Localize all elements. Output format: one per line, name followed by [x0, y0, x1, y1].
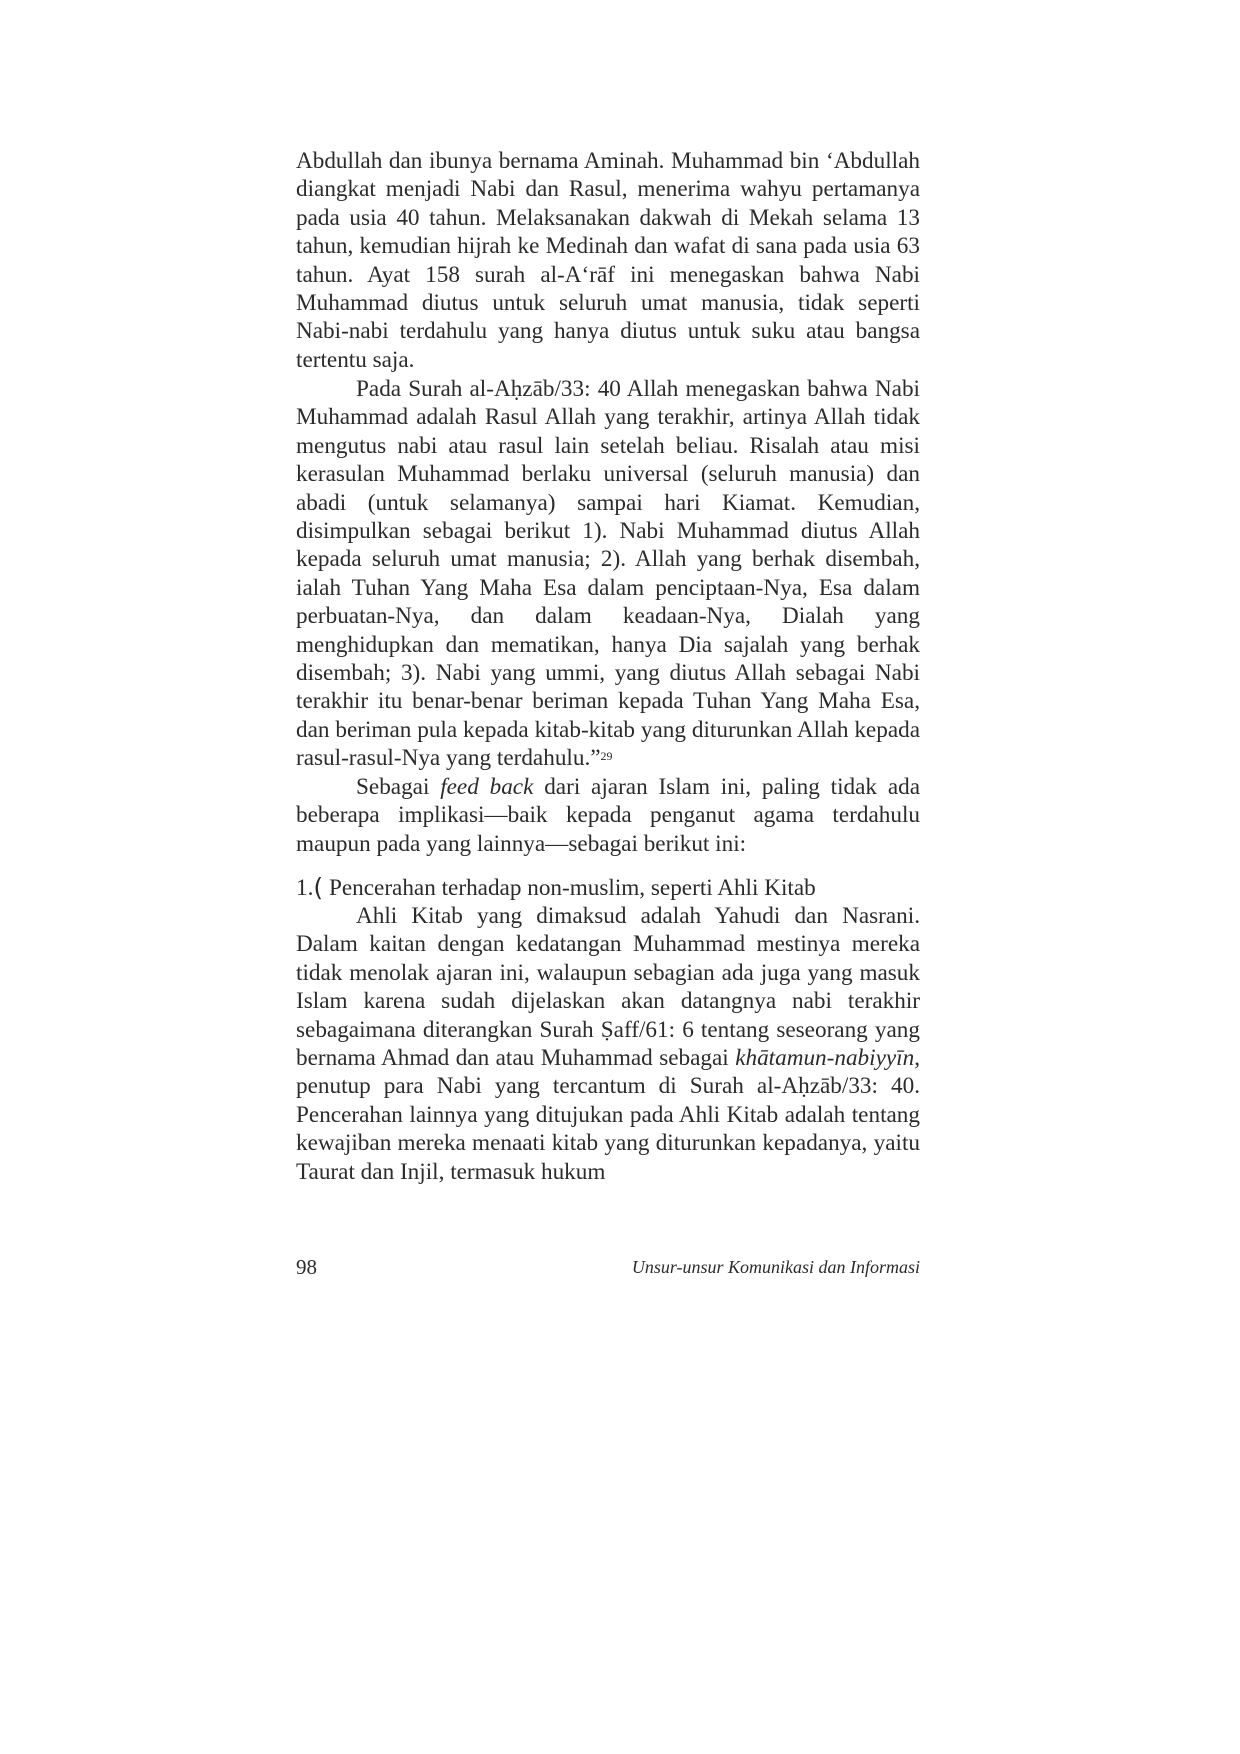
section-heading-line [296, 873, 920, 902]
paragraph-4-rest: , penutup para Nabi yang tercantum di Surah al-Aḥzāb/33: 40. Pencerahan lainnya yang ditujukan pada Ahli Kitab adalah tentang kewajiban mereka menaati kitab yang diturunkan kepadanya, yaitu Taurat dan Injil, termasuk hukum [296, 1045, 920, 1185]
paragraph-4-text [296, 902, 920, 1186]
paragraph-3-italic-term: feed back [440, 774, 534, 800]
paragraph-1 [296, 147, 920, 374]
paragraph-4-italic-term: khātamun-nabiyyīn [735, 1045, 915, 1072]
paragraph-1-text: Abdullah dan ibunya bernama Aminah. Muhammad bin ‘Abdullah diangkat menjadi Nabi dan Rasul, menerima wahyu pertamanya pada usia 40 tahun. Melaksanakan dakwah di Mekah selama 13 tahun, kemudian hijrah ke Medinah dan wafat di sana pada usia 63 tahun. Ayat 158 surah al-A‘rāf ini menegaskan bahwa Nabi Muhammad diutus untuk seluruh umat manusia, tidak seperti Nabi-nabi terdahulu yang hanya diutus untuk suku atau bangsa tertentu saja. [296, 148, 920, 373]
page-number: 98 [296, 1255, 317, 1279]
running-footer-title: Unsur-unsur Komunikasi dan Informasi [631, 1257, 920, 1277]
paragraph-4-lead: Ahli Kitab yang dimaksud adalah Yahudi dan Nasrani. Dalam kaitan dengan kedatangan Muhammad mestinya mereka tidak menolak ajaran ini, walaupun sebagian ada juga yang masuk Islam karena sudah dijelaskan akan datangnya nabi terakhir sebagaimana diterangkan Surah Ṣaff/61: 6 tentang seseorang yang bernama Ahmad dan atau Muhammad sebagai [296, 903, 920, 1072]
paragraph-2 [296, 375, 920, 773]
footnote-reference[interactable]: 29 [600, 749, 613, 764]
paragraph-2-body: Pada Surah al-Aḥzāb/33: 40 Allah menegaskan bahwa Nabi Muhammad adalah Rasul Allah yang terakhir, artinya Allah tidak mengutus nabi atau rasul lain setelah beliau. Risalah atau misi kerasulan Muhammad berlaku universal (seluruh manusia) dan abadi (untuk selamanya) sampai hari Kiamat. Kemudian, disimpulkan sebagai berikut 1). Nabi Muhammad diutus Allah kepada seluruh umat manusia; 2). Allah yang berhak disembah, ialah Tuhan Yang Maha Esa dalam penciptaan-Nya, Esa dalam perbuatan-Nya, dan dalam keadaan-Nya, Dialah yang menghidupkan dan mematikan, hanya Dia sajalah yang berhak disembah; 3). Nabi yang ummi, yang diutus Allah sebagai Nabi terakhir itu benar-benar beriman kepada Tuhan Yang Maha Esa, dan beriman pula kepada kitab-kitab yang diturunkan Allah kepada rasul-rasul-Nya yang terdahulu.” [296, 376, 920, 772]
paragraph-4 [296, 902, 920, 1186]
paragraph-3-lead: Sebagai [356, 774, 441, 800]
paragraph-3 [296, 773, 920, 858]
section-heading-bracket: ( [313, 873, 324, 902]
paragraph-2-text [296, 375, 920, 773]
paragraph-3-text [296, 773, 920, 858]
section-heading-title: Pencerahan terhadap non-muslim, seperti Ahli Kitab [323, 875, 816, 901]
section-heading-number: 1. [296, 875, 314, 901]
section-heading [296, 873, 920, 902]
paragraph-3-rest: dari ajaran Islam ini, paling tidak ada beberapa implikasi—baik kepada penganut agama terdahulu maupun pada yang lainnya—sebagai berikut ini: [296, 774, 920, 857]
